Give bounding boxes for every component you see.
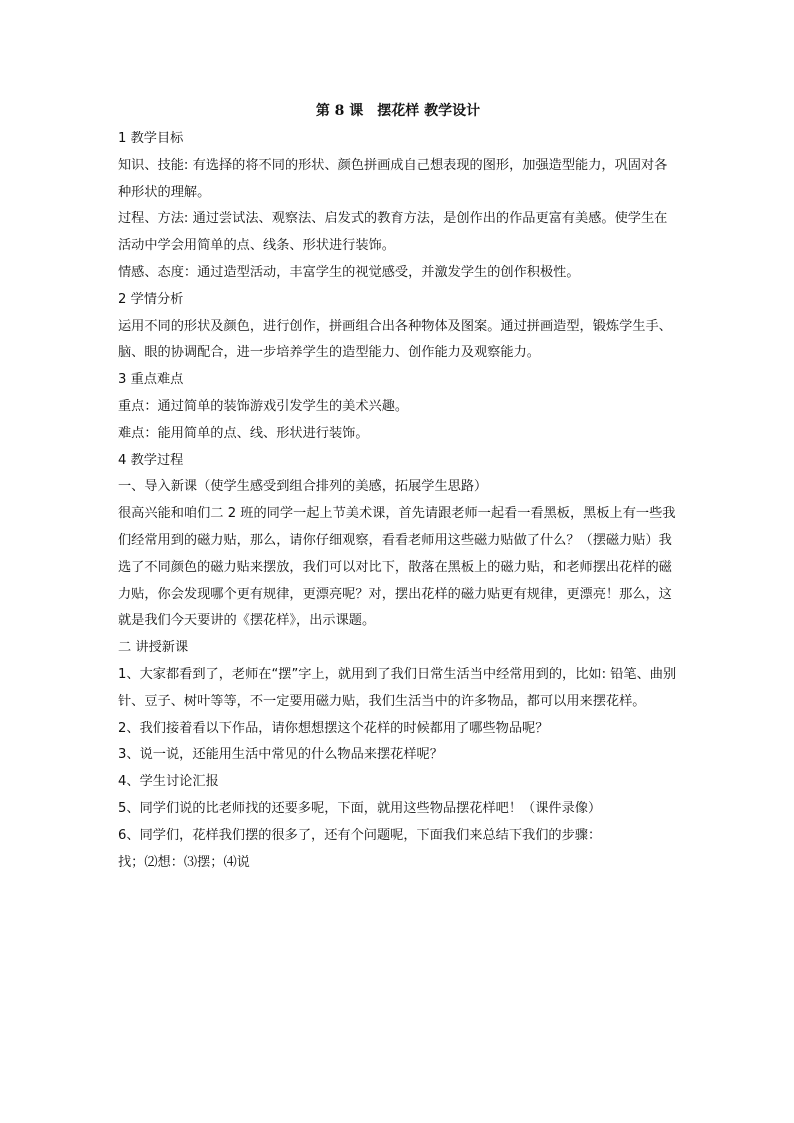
section-heading: 2 学情分析 — [118, 291, 184, 307]
paragraph: 1、大家都看到了，老师在“摆”字上，就用到了我们日常生活当中经常用到的，比如: 铅笔、曲别针、豆子、树叶等等，不一定要用磁力贴，我们生活当中的许多物品，都可以用来摆花样。 — [118, 666, 677, 709]
section-teaching-process — [118, 448, 678, 877]
paragraph: 运用不同的形状及颜色，进行创作，拼画组合出各种物体及图案。通过拼画造型，锻炼学生手、脑、眼的协调配合，进一步培养学生的造型能力、创作能力及观察能力。 — [118, 318, 672, 361]
section-heading: 1 教学目标 — [118, 131, 184, 146]
paragraph: 难点：能用简单的点、线、形状进行装饰。 — [118, 425, 369, 441]
paragraph: 5、同学们说的比老师找的还要多呢，下面，就用这些物品摆花样吧！（课件录像） — [118, 800, 602, 816]
paragraph: 一、导入新课（使学生感受到组合排列的美感，拓展学生思路） — [118, 479, 488, 495]
paragraph: 情感、态度：通过造型活动，丰富学生的视觉感受，并激发学生的创作积极性。 — [118, 264, 580, 280]
section-learner-analysis — [118, 287, 678, 367]
section-teaching-goals — [118, 126, 678, 287]
document-content — [118, 100, 678, 876]
paragraph: 3、说一说，还能用生活中常见的什么物品来摆花样呢？ — [118, 747, 443, 763]
paragraph: 知识、技能: 有选择的将不同的形状、颜色拼画成自己想表现的图形，加强造型能力，巩固对各种形状的理解。 — [118, 157, 668, 200]
paragraph: 过程、方法: 通过尝试法、观察法、启发式的教育方法，是创作出的作品更富有美感。使学生在活动中学会用简单的点、线条、形状进行装饰。 — [118, 211, 668, 254]
section-heading: 4 教学过程 — [118, 452, 184, 468]
paragraph: 找；⑵想：⑶摆；⑷说 — [118, 854, 250, 870]
section-heading: 3 重点难点 — [118, 372, 184, 388]
paragraph: 很高兴能和咱们二 2 班的同学一起上节美术课，首先请跟老师一起看一看黑板，黑板上有一些我们经常用到的磁力贴，那么，请你仔细观察，看看老师用这些磁力贴做了什么？（摆磁力贴）我选了不同颜色的磁力贴来摆放，我们可以对比下，散落在黑板上的磁力贴，和老师摆出花样的磁力贴，你会发现哪个更有规律，更漂亮呢？对，摆出花样的磁力贴更有规律，更漂亮！那么，这就是我们今天要讲的《摆花样》，出示课题。 — [118, 506, 676, 629]
document-title: 第 8 课 摆花样 教学设计 — [315, 103, 481, 119]
paragraph: 6、同学们，花样我们摆的很多了，还有个问题呢，下面我们来总结下我们的步骤： — [118, 827, 602, 843]
paragraph: 2、我们接着看以下作品，请你想想摆这个花样的时候都用了哪些物品呢？ — [118, 720, 549, 736]
paragraph: 重点：通过简单的装饰游戏引发学生的美术兴趣。 — [118, 398, 409, 414]
paragraph: 4、学生讨论汇报 — [118, 774, 219, 790]
section-key-points — [118, 367, 678, 447]
paragraph: 二 讲授新课 — [118, 640, 189, 656]
